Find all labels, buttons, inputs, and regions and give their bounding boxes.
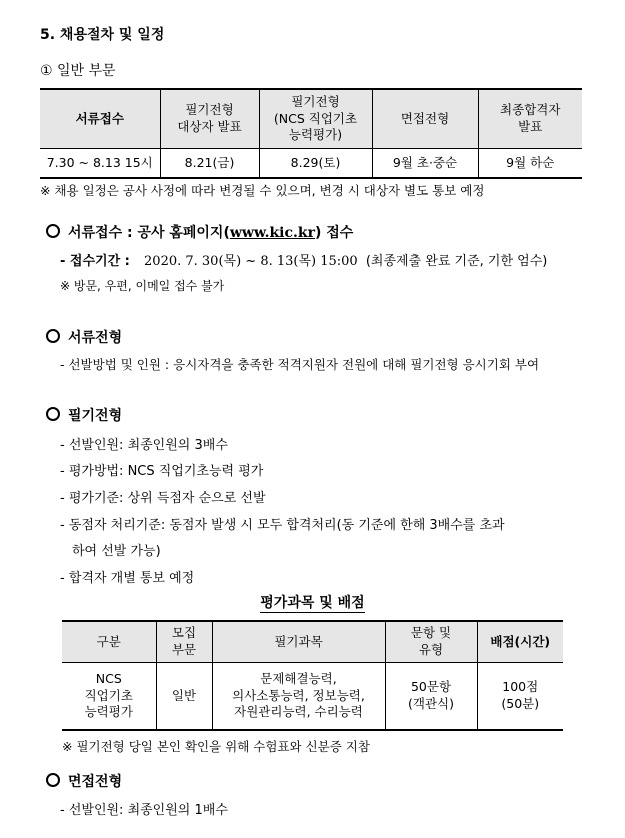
doc-receipt-heading	[46, 222, 353, 242]
written-test-line: - 평가기준: 상위 득점자 순으로 선발	[60, 491, 266, 506]
subject-cell: 100점 (50분)	[477, 663, 563, 731]
subject-table	[62, 620, 563, 731]
subject-header: 구분	[62, 621, 156, 663]
schedule-header: 필기전형 대상자 발표	[160, 89, 259, 149]
subject-table-title: 평가과목 및 배점	[260, 595, 365, 611]
circle-bullet-icon	[46, 773, 60, 787]
subject-table-title-wrap	[0, 592, 625, 612]
interview-heading	[46, 771, 122, 791]
schedule-row	[40, 149, 582, 179]
subject-header: 배점(시간)	[477, 621, 563, 663]
subject-cell: 문제해결능력, 의사소통능력, 정보능력, 자원관리능력, 수리능력	[212, 663, 385, 731]
interview-line: - 선발인원: 최종인원의 1배수	[60, 803, 228, 818]
schedule-cell: 7.30 ~ 8.13 15시	[40, 149, 160, 179]
schedule-header-row	[40, 89, 582, 149]
subject-header: 필기과목	[212, 621, 385, 663]
subject-cell: NCS 직업기초 능력평가	[62, 663, 156, 731]
written-test-heading	[46, 405, 122, 425]
doc-receipt-heading-text: 서류접수 : 공사 홈페이지(	[68, 225, 230, 241]
subject-row	[62, 663, 563, 731]
circle-bullet-icon	[46, 224, 60, 238]
doc-receipt-heading-suffix: ) 접수	[314, 225, 354, 241]
doc-screening-line: - 선발방법 및 인원 : 응시자격을 충족한 적격지원자 전원에 대해 필기전형 응시기회 부여	[60, 357, 540, 372]
subject-header-row	[62, 621, 563, 663]
written-test-line: - 평가방법: NCS 직업기초능력 평가	[60, 464, 264, 479]
subject-cell: 50문항 (객관식)	[385, 663, 477, 731]
schedule-header: 면접전형	[372, 89, 478, 149]
interview-heading-text: 면접전형	[68, 774, 123, 790]
subject-cell: 일반	[156, 663, 212, 731]
receipt-period-label: - 접수기간 :	[60, 254, 130, 269]
written-test-line: - 합격자 개별 통보 예정	[60, 571, 195, 586]
schedule-note: ※ 채용 일정은 공사 사정에 따라 변경될 수 있으며, 변경 시 대상자 별도 통보 예정	[40, 183, 485, 198]
written-test-heading-text: 필기전형	[68, 408, 123, 424]
written-test-line: - 선발인원: 최종인원의 3배수	[60, 438, 228, 453]
receipt-period-note: (최종제출 완료 기준, 기한 엄수)	[365, 254, 548, 269]
written-test-line: - 동점자 처리기준: 동점자 발생 시 모두 합격처리(동 기준에 한해 3배수를 초과	[60, 518, 505, 533]
receipt-period	[60, 250, 547, 269]
schedule-header: 서류접수	[40, 89, 160, 149]
section-title: 5. 채용절차 및 일정	[40, 27, 165, 43]
schedule-cell: 8.21(금)	[160, 149, 259, 179]
subject-header: 모집 부문	[156, 621, 212, 663]
schedule-table	[40, 88, 582, 179]
homepage-link[interactable]: www.kic.kr	[229, 225, 315, 241]
circle-bullet-icon	[46, 329, 60, 343]
subject-note: ※ 필기전형 당일 본인 확인을 위해 수험표와 신분증 지참	[62, 739, 370, 754]
subject-header: 문항 및 유형	[385, 621, 477, 663]
receipt-note: ※ 방문, 우편, 이메일 접수 불가	[60, 279, 225, 293]
schedule-header: 필기전형 (NCS 직업기초 능력평가)	[259, 89, 372, 149]
schedule-cell: 9월 하순	[478, 149, 582, 179]
circle-bullet-icon	[46, 407, 60, 421]
schedule-cell: 8.29(토)	[259, 149, 372, 179]
doc-screening-heading	[46, 327, 122, 347]
schedule-cell: 9월 초·중순	[372, 149, 478, 179]
receipt-period-value: 2020. 7. 30(목) ~ 8. 13(목) 15:00	[144, 254, 358, 269]
subsection-title: ① 일반 부문	[40, 63, 116, 79]
doc-screening-heading-text: 서류전형	[68, 330, 123, 346]
schedule-header: 최종합격자 발표	[478, 89, 582, 149]
written-test-line: 하여 선발 가능)	[72, 544, 161, 559]
